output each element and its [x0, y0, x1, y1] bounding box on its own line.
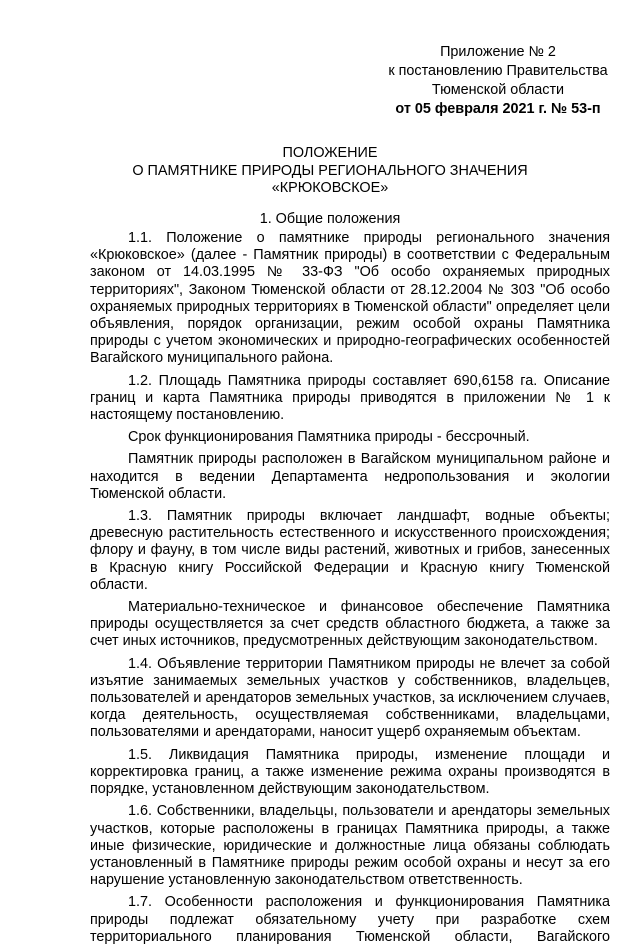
title-line-2: О ПАМЯТНИКЕ ПРИРОДЫ РЕГИОНАЛЬНОГО ЗНАЧЕНИЯ [132, 162, 528, 179]
appendix-header [360, 43, 636, 119]
paragraph-1-7: 1.7. Особенности расположения и функционирования Памятника природы подлежат обязательному учету при разработке схем территориального планирования Тюменской области, Вагайского [90, 894, 610, 945]
appendix-resolution-ref: к постановлению Правительства [388, 63, 608, 79]
paragraph-1-6: 1.6. Собственники, владельцы, пользователи и арендаторы земельных участков, которые расположены в границах Памятника природы, а также иные физические, юридические и должностные лица обязаны соблюдать установленный в Памятнике природы режим особой охраны и несут за его нарушение установленную законодательством ответственность. [90, 803, 610, 889]
title-line-1: ПОЛОЖЕНИЕ [282, 145, 378, 161]
paragraph-1-3: 1.3. Памятник природы включает ландшафт, водные объекты; древесную растительность естественного и искусственного происхождения; флору и фауну, в том числе виды растений, животных и грибов, занесенных в Красную книгу Российской Федерации и Красную книгу Тюменской области. [90, 508, 610, 593]
appendix-region: Тюменской области [431, 82, 565, 98]
paragraph-1-1: 1.1. Положение о памятнике природы регионального значения «Крюковское» (далее - Памятник природы) в соответствии с Федеральным законом от 14.03.1995 № 33-ФЗ "Об особо охраняемых природных территориях", Законом Тюменской области от 28.12.2004 № 303 "Об особо охраняемых природных территориях в Тюменской области" определяет цели объявления, порядок организации, режим особой охраны Памятника природы с учетом экономических и природно-географических особенностей Вагайского муниципального района. [90, 230, 610, 367]
paragraph-1-2: 1.2. Площадь Памятника природы составляет 690,6158 га. Описание границ и карта Памятника природы приводятся в приложении № 1 к настоящему постановлению. [90, 372, 610, 424]
paragraph-1-5: 1.5. Ликвидация Памятника природы, изменение площади и корректировка границ, а также изменение режима охраны производятся в порядке, установленном действующим законодательством. [90, 746, 610, 798]
paragraph-1-4: 1.4. Объявление территории Памятником природы не влечет за собой изъятие занимаемых земельных участков у собственников, владельцев, пользователей и арендаторов земельных участков, за исключением случаев, когда деятельность, осуществляемая собственниками, владельцами, пользователями и арендаторами, наносит ущерб охраняемым объектам. [90, 655, 610, 741]
title-line-3: «КРЮКОВСКОЕ» [271, 180, 389, 196]
section-heading: 1. Общие положения [259, 211, 401, 227]
paragraph-funding: Материально-техническое и финансовое обеспечение Памятника природы осуществляется за счет средств областного бюджета, а также за счет иных источников, предусмотренных действующим законодательством. [90, 599, 610, 650]
paragraph-location: Памятник природы расположен в Вагайском муниципальном районе и находится в ведении Департамента недропользования и экологии Тюменской области. [90, 451, 610, 502]
appendix-number: Приложение № 2 [440, 44, 556, 60]
document-body [90, 230, 610, 951]
paragraph-term: Срок функционирования Памятника природы - бессрочный. [128, 429, 530, 446]
document-title [30, 145, 630, 198]
appendix-date: от 05 февраля 2021 г. № 53-п [395, 101, 601, 117]
